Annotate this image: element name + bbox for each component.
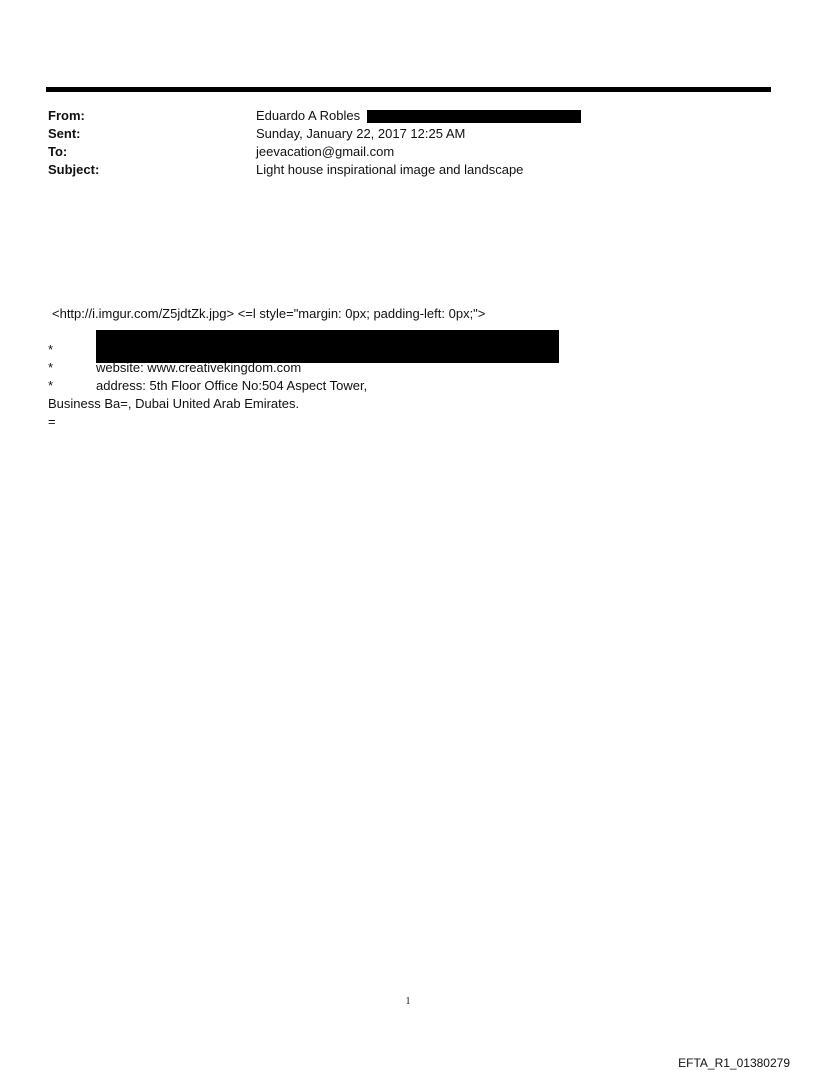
redaction-sender-email [367,110,581,123]
address-continued: Business Ba=, Dubai United Arab Emirates. [48,396,300,411]
bates-number: EFTA_R1_01380279 [678,1056,790,1070]
page-number: 1 [405,996,411,1007]
image-link-line: <http://i.imgur.com/Z5jdtZk.jpg> <=l style="margin: 0px; padding-left: 0px;"> [52,306,486,321]
sent-value: Sunday, January 22, 2017 12:25 AM [256,126,466,141]
from-label: From: [48,108,85,123]
bullet-3: * [48,360,54,375]
sent-label: Sent: [48,126,81,141]
bullet-2: * [48,342,54,357]
to-value: jeevacation@gmail.com [256,144,395,159]
address-text: address: 5th Floor Office No:504 Aspect Tower, [96,378,368,393]
top-rule [46,87,771,92]
subject-label: Subject: [48,162,100,177]
website-text: website: www.creativekingdom.com [96,360,302,375]
redaction-body [96,330,559,363]
equals-line: = [48,414,56,429]
bullet-4: * [48,378,54,393]
from-value: Eduardo A Robles [256,108,361,123]
to-label: To: [48,144,68,159]
subject-value: Light house inspirational image and landscape [256,162,524,177]
